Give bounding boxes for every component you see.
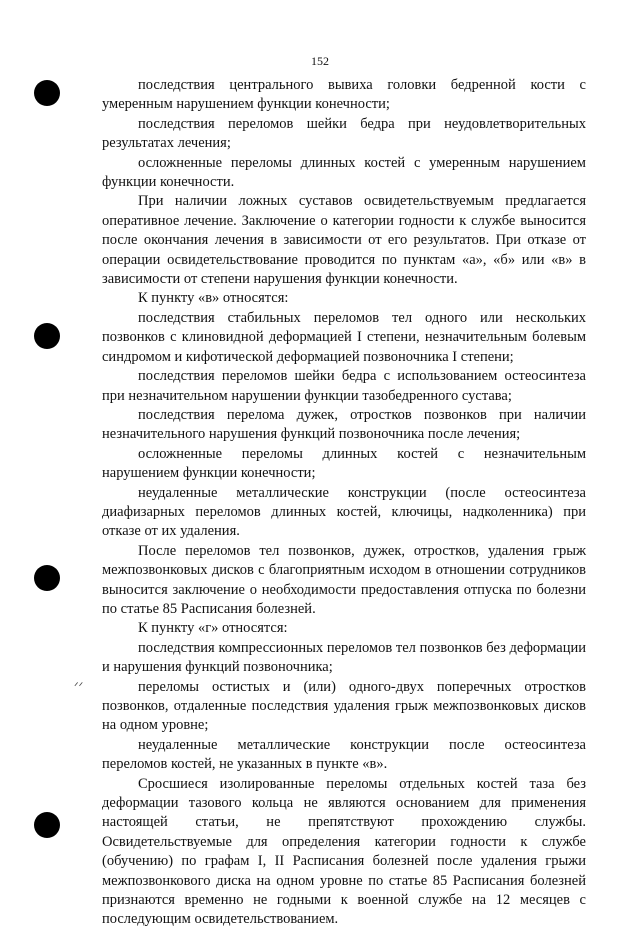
paragraph: последствия переломов шейки бедра с использованием остеосинтеза при незначительном нарушении функции тазобедренного сустава; [102, 368, 586, 404]
paragraph: последствия стабильных переломов тел одного или нескольких позвонков с клиновидной деформацией I степени, незначительным болевым синдромом и кифотической деформацией позвоночника I степени; [102, 309, 586, 365]
binder-hole-top [34, 80, 60, 106]
paragraph: осложненные переломы длинных костей с умеренным нарушением функции конечности. [102, 154, 586, 191]
margin-mark: ᐟᐟ [74, 681, 84, 693]
paragraph: При наличии ложных суставов освидетельствуемым предлагается оперативное лечение. Заключение о категории годности к службе выносится после окончания лечения в зависимости от его результатов. При отказе от операции освидетельствование проводится по пунктам «а», «б» или «в» в зависимости от степени нарушения функции конечности. [102, 193, 586, 288]
paragraph: К пункту «г» относятся: [138, 620, 288, 637]
paragraph: последствия компрессионных переломов тел позвонков без деформации и нарушения функций позвоночника; [102, 639, 586, 676]
paragraph: осложненные переломы длинных костей с незначительным нарушением функции конечности; [102, 445, 586, 482]
binder-hole-lower-middle [34, 565, 60, 591]
paragraph: неудаленные металлические конструкции (после остеосинтеза диафизарных переломов длинных костей, ключицы, надколенника) при отказе от их удаления. [102, 484, 586, 540]
binder-hole-upper-middle [34, 323, 60, 349]
paragraph: После переломов тел позвонков, дужек, отростков, удаления грыж межпозвонковых дисков с благоприятным исходом в отношении сотрудников выносится заключение о необходимости предоставления отпуска по болезни по статье 85 Расписания болезней. [102, 542, 586, 617]
binder-hole-bottom [34, 812, 60, 838]
paragraph: последствия центрального вывиха головки бедренной кости с умеренным нарушением функции конечности; [102, 77, 586, 113]
page-number: 152 [311, 54, 329, 68]
paragraph: неудаленные металлические конструкции после остеосинтеза переломов костей, не указанных в пункте «в». [102, 736, 586, 773]
body-text [102, 76, 586, 930]
paragraph: К пункту «в» относятся: [138, 290, 289, 307]
paragraph: последствия перелома дужек, отростков позвонков при наличии незначительного нарушения функций позвоночника после лечения; [102, 406, 586, 443]
paragraph: последствия переломов шейки бедра при неудовлетворительных результатах лечения; [102, 115, 586, 152]
paragraph: переломы остистых и (или) одного-двух поперечных отростков позвонков, отдаленные последствия удаления грыж межпозвонковых дисков на одном уровне; [102, 678, 586, 734]
paragraph: Сросшиеся изолированные переломы отдельных костей таза без деформации тазового кольца не являются основанием для применения настоящей статьи, не препятствуют прохождению службы. Освидетельствуемые для определения категории годности к службе (обучению) по графам I, II Расписания болезней после удаления грыжи межпозвонкового диска на одном уровне по статье 85 Расписания болезней признаются временно не годными к военной службе на 12 месяцев с последующим освидетельствованием. [102, 775, 586, 928]
